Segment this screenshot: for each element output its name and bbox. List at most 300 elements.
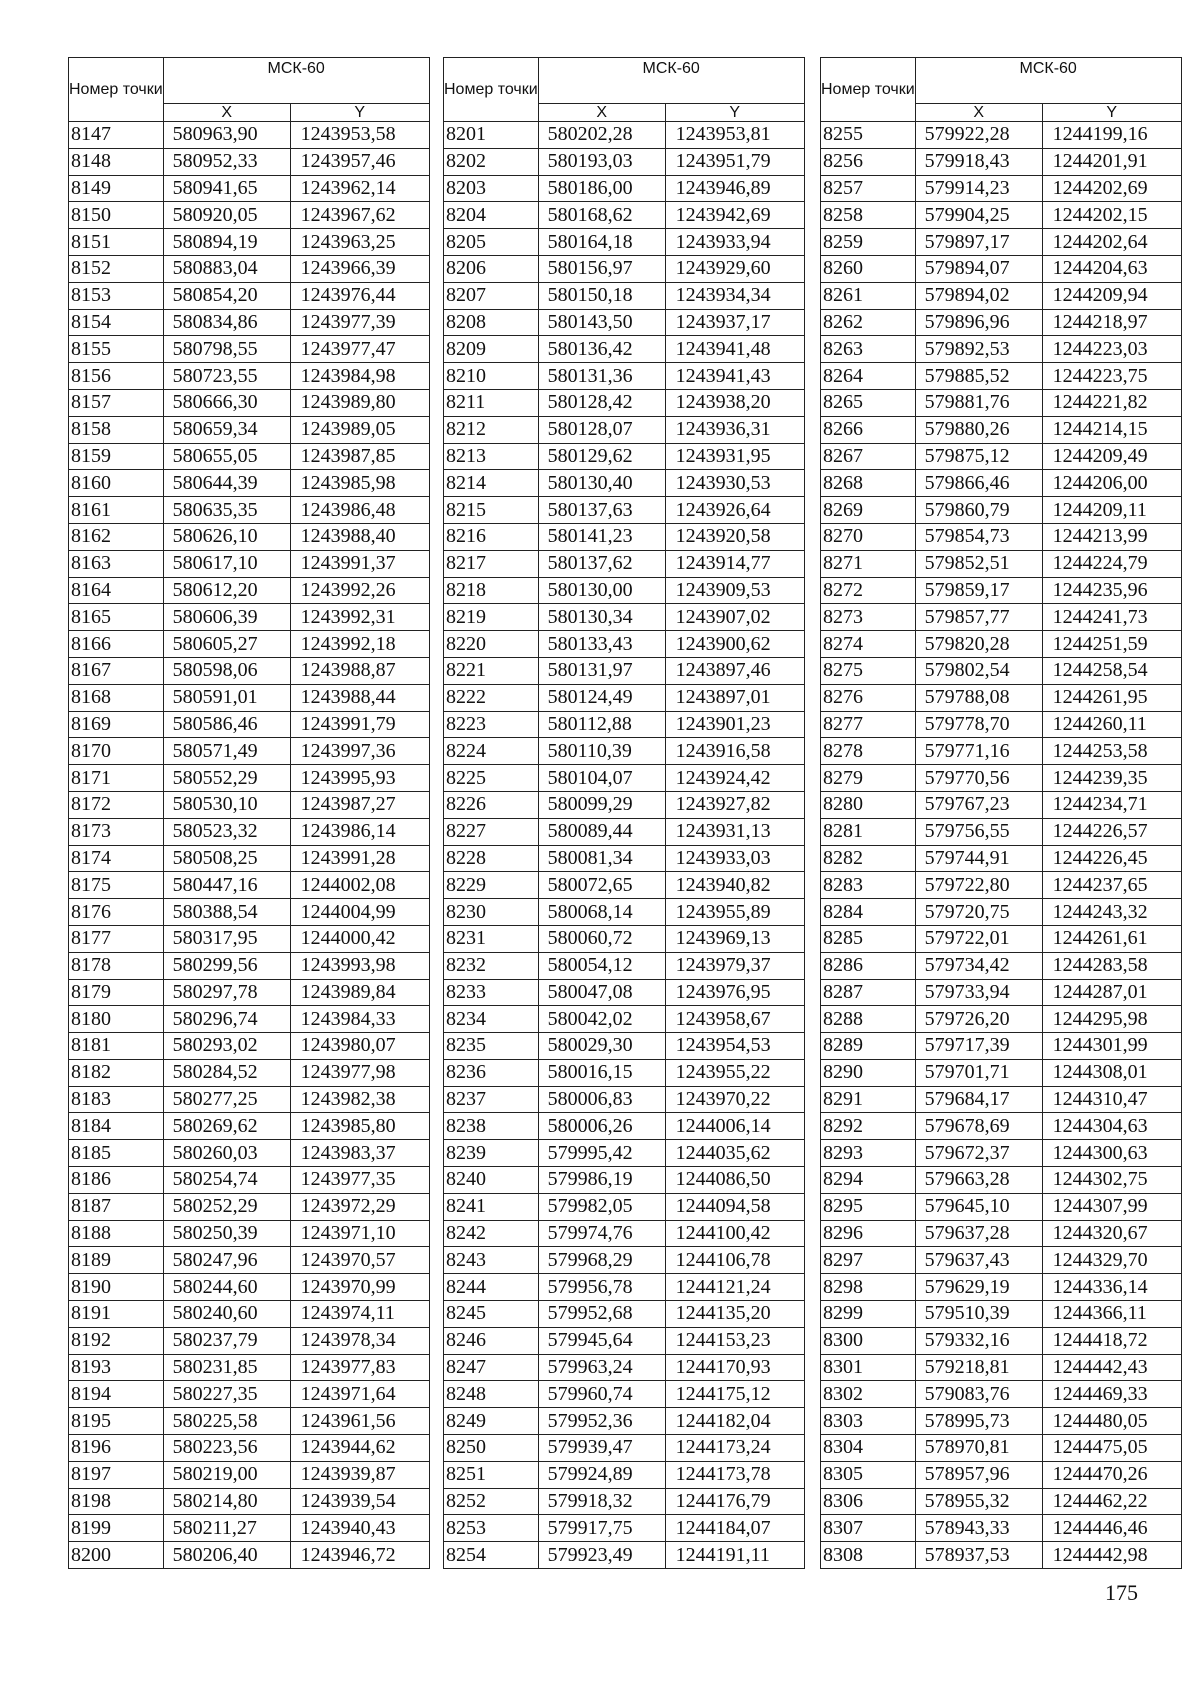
x-coordinate-cell: 579852,51 <box>915 550 1042 577</box>
point-number-cell: 8247 <box>444 1354 539 1381</box>
y-coordinate-cell: 1243992,18 <box>290 631 429 658</box>
y-coordinate-cell: 1243977,35 <box>290 1167 429 1194</box>
table-row <box>444 1461 805 1488</box>
y-coordinate-cell: 1244094,58 <box>665 1193 804 1220</box>
point-number-cell: 8242 <box>444 1220 539 1247</box>
point-number-cell: 8150 <box>69 202 164 229</box>
table-row <box>69 122 430 149</box>
table-row <box>821 899 1182 926</box>
point-number-cell: 8208 <box>444 309 539 336</box>
table-row <box>444 952 805 979</box>
y-coordinate-cell: 1244202,15 <box>1042 202 1181 229</box>
x-coordinate-cell: 580112,88 <box>538 711 665 738</box>
point-number-cell: 8191 <box>69 1301 164 1328</box>
y-coordinate-cell: 1244251,59 <box>1042 631 1181 658</box>
y-coordinate-cell: 1243955,22 <box>665 1059 804 1086</box>
table-row <box>444 1301 805 1328</box>
table-row <box>444 148 805 175</box>
table-row <box>821 1033 1182 1060</box>
table-row <box>444 845 805 872</box>
y-coordinate-cell: 1243970,22 <box>665 1086 804 1113</box>
x-coordinate-cell: 580231,85 <box>163 1354 290 1381</box>
table-row <box>444 577 805 604</box>
x-coordinate-cell: 579880,26 <box>915 416 1042 443</box>
table-row <box>444 389 805 416</box>
table-row <box>69 711 430 738</box>
y-coordinate-cell: 1244121,24 <box>665 1274 804 1301</box>
y-coordinate-cell: 1243977,98 <box>290 1059 429 1086</box>
point-number-cell: 8283 <box>821 872 916 899</box>
y-coordinate-cell: 1243976,95 <box>665 979 804 1006</box>
y-coordinate-cell: 1243974,11 <box>290 1301 429 1328</box>
y-coordinate-cell: 1244221,82 <box>1042 389 1181 416</box>
x-coordinate-cell: 580293,02 <box>163 1033 290 1060</box>
x-coordinate-cell: 579897,17 <box>915 229 1042 256</box>
x-coordinate-cell: 580047,08 <box>538 979 665 1006</box>
point-number-cell: 8281 <box>821 818 916 845</box>
table-row <box>821 1247 1182 1274</box>
x-coordinate-cell: 579770,56 <box>915 765 1042 792</box>
x-coordinate-cell: 579956,78 <box>538 1274 665 1301</box>
table-row <box>444 497 805 524</box>
y-coordinate-cell: 1244234,71 <box>1042 791 1181 818</box>
x-coordinate-cell: 580854,20 <box>163 282 290 309</box>
table-row <box>821 497 1182 524</box>
table-row <box>444 818 805 845</box>
x-coordinate-cell: 579083,76 <box>915 1381 1042 1408</box>
point-number-cell: 8204 <box>444 202 539 229</box>
y-coordinate-cell: 1243992,26 <box>290 577 429 604</box>
point-number-cell: 8262 <box>821 309 916 336</box>
table-row <box>444 202 805 229</box>
point-number-cell: 8276 <box>821 684 916 711</box>
point-number-cell: 8207 <box>444 282 539 309</box>
x-coordinate-cell: 580894,19 <box>163 229 290 256</box>
x-coordinate-cell: 580388,54 <box>163 899 290 926</box>
y-coordinate-cell: 1244300,63 <box>1042 1140 1181 1167</box>
y-coordinate-cell: 1244320,67 <box>1042 1220 1181 1247</box>
y-coordinate-cell: 1244261,95 <box>1042 684 1181 711</box>
point-number-cell: 8203 <box>444 175 539 202</box>
point-number-cell: 8226 <box>444 791 539 818</box>
x-coordinate-cell: 579684,17 <box>915 1086 1042 1113</box>
table-row <box>444 255 805 282</box>
x-coordinate-cell: 580186,00 <box>538 175 665 202</box>
y-coordinate-cell: 1243916,58 <box>665 738 804 765</box>
point-number-cell: 8303 <box>821 1408 916 1435</box>
x-coordinate-cell: 579756,55 <box>915 818 1042 845</box>
y-coordinate-cell: 1243970,57 <box>290 1247 429 1274</box>
point-number-cell: 8171 <box>69 765 164 792</box>
table-row <box>821 818 1182 845</box>
x-coordinate-cell: 580006,83 <box>538 1086 665 1113</box>
y-coordinate-cell: 1243989,84 <box>290 979 429 1006</box>
y-coordinate-cell: 1244213,99 <box>1042 523 1181 550</box>
x-coordinate-cell: 580269,62 <box>163 1113 290 1140</box>
point-number-cell: 8249 <box>444 1408 539 1435</box>
point-number-cell: 8258 <box>821 202 916 229</box>
point-number-cell: 8174 <box>69 845 164 872</box>
y-coordinate-cell: 1244446,46 <box>1042 1515 1181 1542</box>
table-row <box>444 604 805 631</box>
x-coordinate-cell: 580834,86 <box>163 309 290 336</box>
x-coordinate-cell: 579922,28 <box>915 122 1042 149</box>
table-row <box>444 336 805 363</box>
x-coordinate-cell: 579974,76 <box>538 1220 665 1247</box>
x-coordinate-cell: 579733,94 <box>915 979 1042 1006</box>
y-coordinate-cell: 1243976,44 <box>290 282 429 309</box>
y-coordinate-cell: 1244442,43 <box>1042 1354 1181 1381</box>
point-number-cell: 8219 <box>444 604 539 631</box>
table-row <box>821 631 1182 658</box>
point-number-cell: 8241 <box>444 1193 539 1220</box>
x-coordinate-cell: 580920,05 <box>163 202 290 229</box>
point-number-cell: 8166 <box>69 631 164 658</box>
x-coordinate-cell: 580133,43 <box>538 631 665 658</box>
point-number-cell: 8301 <box>821 1354 916 1381</box>
x-coordinate-cell: 579982,05 <box>538 1193 665 1220</box>
x-coordinate-cell: 579892,53 <box>915 336 1042 363</box>
point-number-cell: 8248 <box>444 1381 539 1408</box>
table-row <box>69 1461 430 1488</box>
x-coordinate-cell: 579894,07 <box>915 255 1042 282</box>
y-coordinate-cell: 1243991,79 <box>290 711 429 738</box>
table-row <box>444 416 805 443</box>
x-coordinate-cell: 580206,40 <box>163 1542 290 1569</box>
x-coordinate-cell: 579720,75 <box>915 899 1042 926</box>
table-row <box>444 925 805 952</box>
x-coordinate-cell: 579788,08 <box>915 684 1042 711</box>
x-coordinate-cell: 580029,30 <box>538 1033 665 1060</box>
y-coordinate-cell: 1244308,01 <box>1042 1059 1181 1086</box>
y-coordinate-cell: 1243940,82 <box>665 872 804 899</box>
table-row <box>821 577 1182 604</box>
y-coordinate-cell: 1243939,54 <box>290 1488 429 1515</box>
x-coordinate-cell: 580591,01 <box>163 684 290 711</box>
x-coordinate-cell: 580131,97 <box>538 657 665 684</box>
x-coordinate-cell: 580606,39 <box>163 604 290 631</box>
table-row <box>69 899 430 926</box>
point-number-cell: 8271 <box>821 550 916 577</box>
point-number-cell: 8178 <box>69 952 164 979</box>
x-coordinate-cell: 579663,28 <box>915 1167 1042 1194</box>
point-number-cell: 8214 <box>444 470 539 497</box>
y-coordinate-cell: 1243986,48 <box>290 497 429 524</box>
point-number-cell: 8294 <box>821 1167 916 1194</box>
y-coordinate-cell: 1244176,79 <box>665 1488 804 1515</box>
point-number-cell: 8179 <box>69 979 164 1006</box>
point-number-cell: 8293 <box>821 1140 916 1167</box>
y-coordinate-cell: 1244182,04 <box>665 1408 804 1435</box>
point-number-cell: 8274 <box>821 631 916 658</box>
table-row <box>444 122 805 149</box>
x-coordinate-cell: 579917,75 <box>538 1515 665 1542</box>
table-row <box>69 979 430 1006</box>
table-row <box>821 416 1182 443</box>
table-row <box>69 229 430 256</box>
x-coordinate-cell: 579645,10 <box>915 1193 1042 1220</box>
table-row <box>69 443 430 470</box>
point-number-cell: 8206 <box>444 255 539 282</box>
x-header: X <box>915 104 1042 122</box>
table-row <box>69 523 430 550</box>
point-number-cell: 8245 <box>444 1301 539 1328</box>
x-coordinate-cell: 578995,73 <box>915 1408 1042 1435</box>
table-row <box>821 1381 1182 1408</box>
table-row <box>821 122 1182 149</box>
y-coordinate-cell: 1243933,03 <box>665 845 804 872</box>
y-coordinate-cell: 1244191,11 <box>665 1542 804 1569</box>
x-coordinate-cell: 579771,16 <box>915 738 1042 765</box>
y-coordinate-cell: 1243962,14 <box>290 175 429 202</box>
table-row <box>821 202 1182 229</box>
point-number-cell: 8270 <box>821 523 916 550</box>
table-row <box>444 523 805 550</box>
table-row <box>821 363 1182 390</box>
point-number-cell: 8255 <box>821 122 916 149</box>
y-coordinate-cell: 1243938,20 <box>665 389 804 416</box>
table-row <box>821 711 1182 738</box>
point-number-cell: 8154 <box>69 309 164 336</box>
table-row <box>444 1140 805 1167</box>
table-row <box>69 550 430 577</box>
x-coordinate-cell: 580214,80 <box>163 1488 290 1515</box>
table-row <box>69 818 430 845</box>
x-coordinate-cell: 580247,96 <box>163 1247 290 1274</box>
table-row <box>444 1381 805 1408</box>
x-coordinate-cell: 579960,74 <box>538 1381 665 1408</box>
coordinates-table-3 <box>820 57 1182 1569</box>
table-row <box>821 282 1182 309</box>
point-number-cell: 8259 <box>821 229 916 256</box>
table-row <box>821 845 1182 872</box>
x-coordinate-cell: 578937,53 <box>915 1542 1042 1569</box>
table-row <box>821 1488 1182 1515</box>
x-coordinate-cell: 580072,65 <box>538 872 665 899</box>
y-coordinate-cell: 1244366,11 <box>1042 1301 1181 1328</box>
x-coordinate-cell: 580508,25 <box>163 845 290 872</box>
point-number-cell: 8158 <box>69 416 164 443</box>
table-row <box>821 550 1182 577</box>
table-row <box>444 1167 805 1194</box>
point-number-cell: 8286 <box>821 952 916 979</box>
y-coordinate-cell: 1244310,47 <box>1042 1086 1181 1113</box>
table-row <box>69 1193 430 1220</box>
y-coordinate-cell: 1244480,05 <box>1042 1408 1181 1435</box>
y-coordinate-cell: 1243972,29 <box>290 1193 429 1220</box>
table-row <box>69 497 430 524</box>
point-number-header: Номер точки <box>444 58 539 122</box>
y-coordinate-cell: 1243983,37 <box>290 1140 429 1167</box>
point-number-cell: 8176 <box>69 899 164 926</box>
y-coordinate-cell: 1243951,79 <box>665 148 804 175</box>
y-coordinate-cell: 1244214,15 <box>1042 416 1181 443</box>
y-coordinate-cell: 1243970,99 <box>290 1274 429 1301</box>
point-number-cell: 8147 <box>69 122 164 149</box>
y-coordinate-cell: 1244173,24 <box>665 1435 804 1462</box>
x-coordinate-cell: 580666,30 <box>163 389 290 416</box>
table-row <box>821 1327 1182 1354</box>
point-number-header: Номер точки <box>69 58 164 122</box>
y-coordinate-cell: 1243954,53 <box>665 1033 804 1060</box>
table-row <box>821 791 1182 818</box>
x-coordinate-cell: 580237,79 <box>163 1327 290 1354</box>
point-number-cell: 8159 <box>69 443 164 470</box>
point-number-cell: 8169 <box>69 711 164 738</box>
point-number-cell: 8177 <box>69 925 164 952</box>
point-number-cell: 8232 <box>444 952 539 979</box>
x-coordinate-cell: 580130,00 <box>538 577 665 604</box>
system-header: МСК-60 <box>163 58 429 104</box>
y-coordinate-cell: 1243924,42 <box>665 765 804 792</box>
y-coordinate-cell: 1244201,91 <box>1042 148 1181 175</box>
y-coordinate-cell: 1244336,14 <box>1042 1274 1181 1301</box>
x-coordinate-cell: 580655,05 <box>163 443 290 470</box>
point-number-cell: 8265 <box>821 389 916 416</box>
y-coordinate-cell: 1244226,45 <box>1042 845 1181 872</box>
y-coordinate-cell: 1244199,16 <box>1042 122 1181 149</box>
point-number-cell: 8251 <box>444 1461 539 1488</box>
point-number-cell: 8282 <box>821 845 916 872</box>
point-number-cell: 8231 <box>444 925 539 952</box>
y-coordinate-cell: 1244204,63 <box>1042 255 1181 282</box>
y-coordinate-cell: 1243984,98 <box>290 363 429 390</box>
y-coordinate-cell: 1243969,13 <box>665 925 804 952</box>
point-number-cell: 8298 <box>821 1274 916 1301</box>
y-coordinate-cell: 1244209,94 <box>1042 282 1181 309</box>
point-number-cell: 8170 <box>69 738 164 765</box>
y-coordinate-cell: 1244475,05 <box>1042 1435 1181 1462</box>
x-coordinate-cell: 580598,06 <box>163 657 290 684</box>
point-number-cell: 8215 <box>444 497 539 524</box>
y-coordinate-cell: 1243966,39 <box>290 255 429 282</box>
table-row <box>69 1542 430 1569</box>
x-coordinate-cell: 579701,71 <box>915 1059 1042 1086</box>
table-row <box>444 657 805 684</box>
y-coordinate-cell: 1243987,27 <box>290 791 429 818</box>
point-number-cell: 8198 <box>69 1488 164 1515</box>
y-coordinate-cell: 1243914,77 <box>665 550 804 577</box>
table-row <box>821 872 1182 899</box>
x-coordinate-cell: 579637,43 <box>915 1247 1042 1274</box>
table-row <box>69 1140 430 1167</box>
y-coordinate-cell: 1244307,99 <box>1042 1193 1181 1220</box>
x-coordinate-cell: 580296,74 <box>163 1006 290 1033</box>
point-number-cell: 8218 <box>444 577 539 604</box>
x-coordinate-cell: 580164,18 <box>538 229 665 256</box>
point-number-cell: 8197 <box>69 1461 164 1488</box>
y-coordinate-cell: 1243993,98 <box>290 952 429 979</box>
y-coordinate-cell: 1243901,23 <box>665 711 804 738</box>
table-row <box>444 979 805 1006</box>
table-row <box>821 738 1182 765</box>
x-coordinate-cell: 580150,18 <box>538 282 665 309</box>
table-row <box>821 1140 1182 1167</box>
point-number-cell: 8285 <box>821 925 916 952</box>
point-number-cell: 8305 <box>821 1461 916 1488</box>
point-number-cell: 8243 <box>444 1247 539 1274</box>
table-row <box>821 148 1182 175</box>
table-row <box>821 1059 1182 1086</box>
x-coordinate-cell: 580099,29 <box>538 791 665 818</box>
x-coordinate-cell: 580244,60 <box>163 1274 290 1301</box>
point-number-cell: 8212 <box>444 416 539 443</box>
x-coordinate-cell: 580626,10 <box>163 523 290 550</box>
x-coordinate-cell: 579918,32 <box>538 1488 665 1515</box>
system-header: МСК-60 <box>915 58 1181 104</box>
x-coordinate-cell: 580137,62 <box>538 550 665 577</box>
table-row <box>69 1006 430 1033</box>
point-number-cell: 8302 <box>821 1381 916 1408</box>
table-row <box>444 282 805 309</box>
point-number-cell: 8209 <box>444 336 539 363</box>
table-row <box>69 202 430 229</box>
y-coordinate-cell: 1243997,36 <box>290 738 429 765</box>
x-coordinate-cell: 579332,16 <box>915 1327 1042 1354</box>
x-coordinate-cell: 580128,42 <box>538 389 665 416</box>
x-coordinate-cell: 578955,32 <box>915 1488 1042 1515</box>
point-number-cell: 8182 <box>69 1059 164 1086</box>
table-row <box>69 1059 430 1086</box>
table-row <box>444 470 805 497</box>
table-row <box>821 1274 1182 1301</box>
point-number-cell: 8306 <box>821 1488 916 1515</box>
x-coordinate-cell: 579866,46 <box>915 470 1042 497</box>
y-coordinate-cell: 1244086,50 <box>665 1167 804 1194</box>
y-coordinate-cell: 1243946,72 <box>290 1542 429 1569</box>
x-coordinate-cell: 580136,42 <box>538 336 665 363</box>
point-number-header: Номер точки <box>821 58 916 122</box>
point-number-cell: 8184 <box>69 1113 164 1140</box>
point-number-cell: 8155 <box>69 336 164 363</box>
y-coordinate-cell: 1243937,17 <box>665 309 804 336</box>
y-coordinate-cell: 1244106,78 <box>665 1247 804 1274</box>
point-number-cell: 8296 <box>821 1220 916 1247</box>
y-coordinate-cell: 1243985,80 <box>290 1113 429 1140</box>
point-number-cell: 8217 <box>444 550 539 577</box>
table-row <box>444 791 805 818</box>
point-number-cell: 8288 <box>821 1006 916 1033</box>
x-coordinate-cell: 580941,65 <box>163 175 290 202</box>
y-coordinate-cell: 1243986,14 <box>290 818 429 845</box>
x-coordinate-cell: 580297,78 <box>163 979 290 1006</box>
x-coordinate-cell: 579904,25 <box>915 202 1042 229</box>
x-coordinate-cell: 580225,58 <box>163 1408 290 1435</box>
point-number-cell: 8189 <box>69 1247 164 1274</box>
x-coordinate-cell: 580605,27 <box>163 631 290 658</box>
x-coordinate-cell: 579637,28 <box>915 1220 1042 1247</box>
table-row <box>69 845 430 872</box>
point-number-cell: 8239 <box>444 1140 539 1167</box>
x-coordinate-cell: 580168,62 <box>538 202 665 229</box>
table-row <box>444 1193 805 1220</box>
table-row <box>821 1086 1182 1113</box>
y-coordinate-cell: 1244304,63 <box>1042 1113 1181 1140</box>
table-row <box>69 416 430 443</box>
y-coordinate-cell: 1244226,57 <box>1042 818 1181 845</box>
x-coordinate-cell: 579722,80 <box>915 872 1042 899</box>
point-number-cell: 8167 <box>69 657 164 684</box>
point-number-cell: 8173 <box>69 818 164 845</box>
point-number-cell: 8151 <box>69 229 164 256</box>
y-coordinate-cell: 1244004,99 <box>290 899 429 926</box>
point-number-cell: 8261 <box>821 282 916 309</box>
y-coordinate-cell: 1244260,11 <box>1042 711 1181 738</box>
point-number-cell: 8266 <box>821 416 916 443</box>
table-row <box>69 577 430 604</box>
x-coordinate-cell: 579945,64 <box>538 1327 665 1354</box>
y-coordinate-cell: 1243958,67 <box>665 1006 804 1033</box>
